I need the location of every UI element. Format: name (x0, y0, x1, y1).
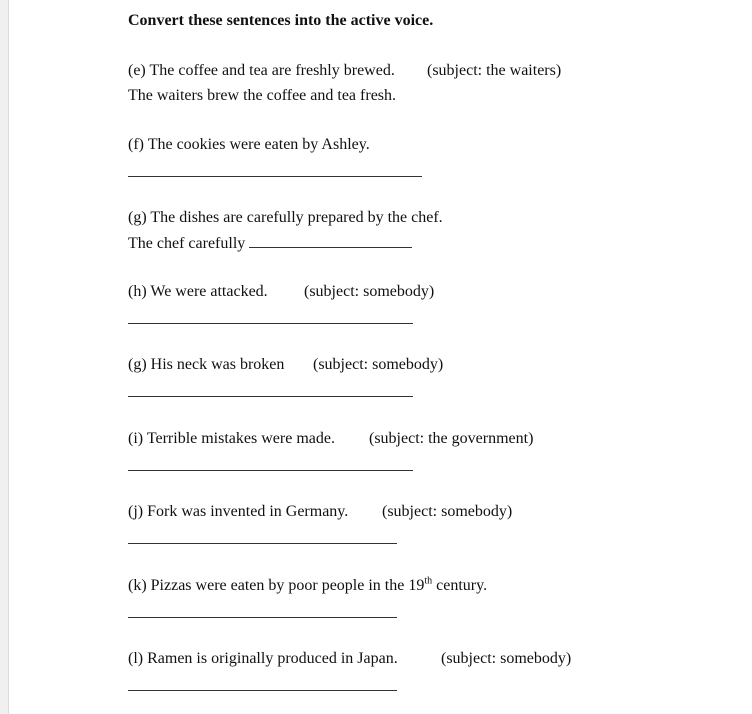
question-label: (g) (128, 209, 147, 226)
question-g-dishes-answer (128, 233, 412, 254)
question-sentence: We were attacked. (150, 283, 268, 300)
question-g-dishes (128, 208, 443, 228)
sentence-end: century. (432, 577, 488, 594)
question-f (128, 135, 370, 155)
question-label: (h) (128, 283, 147, 300)
page-left-border (0, 0, 9, 714)
question-label: (j) (128, 503, 144, 520)
question-label: (f) (128, 136, 144, 153)
question-sentence: The dishes are carefully prepared by the chef. (150, 209, 443, 226)
question-h-hint: (subject: somebody) (304, 283, 435, 300)
answer-blank-g-dishes[interactable] (249, 233, 412, 248)
question-label: (l) (128, 650, 144, 667)
question-e (128, 61, 395, 81)
question-label: (i) (128, 430, 144, 447)
ordinal-suffix: th (424, 575, 433, 587)
question-sentence: Fork was invented in Germany. (147, 503, 349, 520)
question-j (128, 502, 348, 522)
answer-blank-i[interactable] (128, 470, 413, 471)
question-j-hint: (subject: somebody) (382, 503, 513, 520)
question-sentence: The cookies were eaten by Ashley. (147, 136, 370, 153)
answer-blank-k[interactable] (128, 617, 397, 618)
question-g-neck-hint: (subject: somebody) (313, 356, 444, 373)
answer-blank-j[interactable] (128, 543, 397, 544)
question-sentence: The coffee and tea are freshly brewed. (149, 62, 395, 79)
answer-blank-h[interactable] (128, 323, 413, 324)
question-i (128, 429, 335, 449)
question-sentence: His neck was broken (150, 356, 285, 373)
question-i-hint: (subject: the government) (369, 430, 534, 447)
question-e-answer: The waiters brew the coffee and tea fresh. (128, 87, 397, 104)
question-k (128, 576, 487, 596)
answer-blank-l[interactable] (128, 690, 397, 691)
question-h (128, 282, 268, 302)
question-e-hint: (subject: the waiters) (427, 62, 562, 79)
question-sentence: Ramen is originally produced in Japan. (147, 650, 398, 667)
question-g-neck (128, 355, 284, 375)
question-sentence: Terrible mistakes were made. (146, 430, 335, 447)
answer-blank-f[interactable] (128, 176, 422, 177)
question-l-hint: (subject: somebody) (441, 650, 572, 667)
question-label: (e) (128, 62, 146, 79)
question-l (128, 649, 398, 669)
sentence-start: Pizzas were eaten by poor people in the 19 (150, 577, 425, 594)
answer-prefix: The chef carefully (128, 235, 246, 252)
question-label: (k) (128, 577, 147, 594)
question-sentence (151, 577, 487, 594)
question-label: (g) (128, 356, 147, 373)
worksheet-heading: Convert these sentences into the active voice. (128, 12, 434, 29)
answer-blank-g-neck[interactable] (128, 396, 413, 397)
